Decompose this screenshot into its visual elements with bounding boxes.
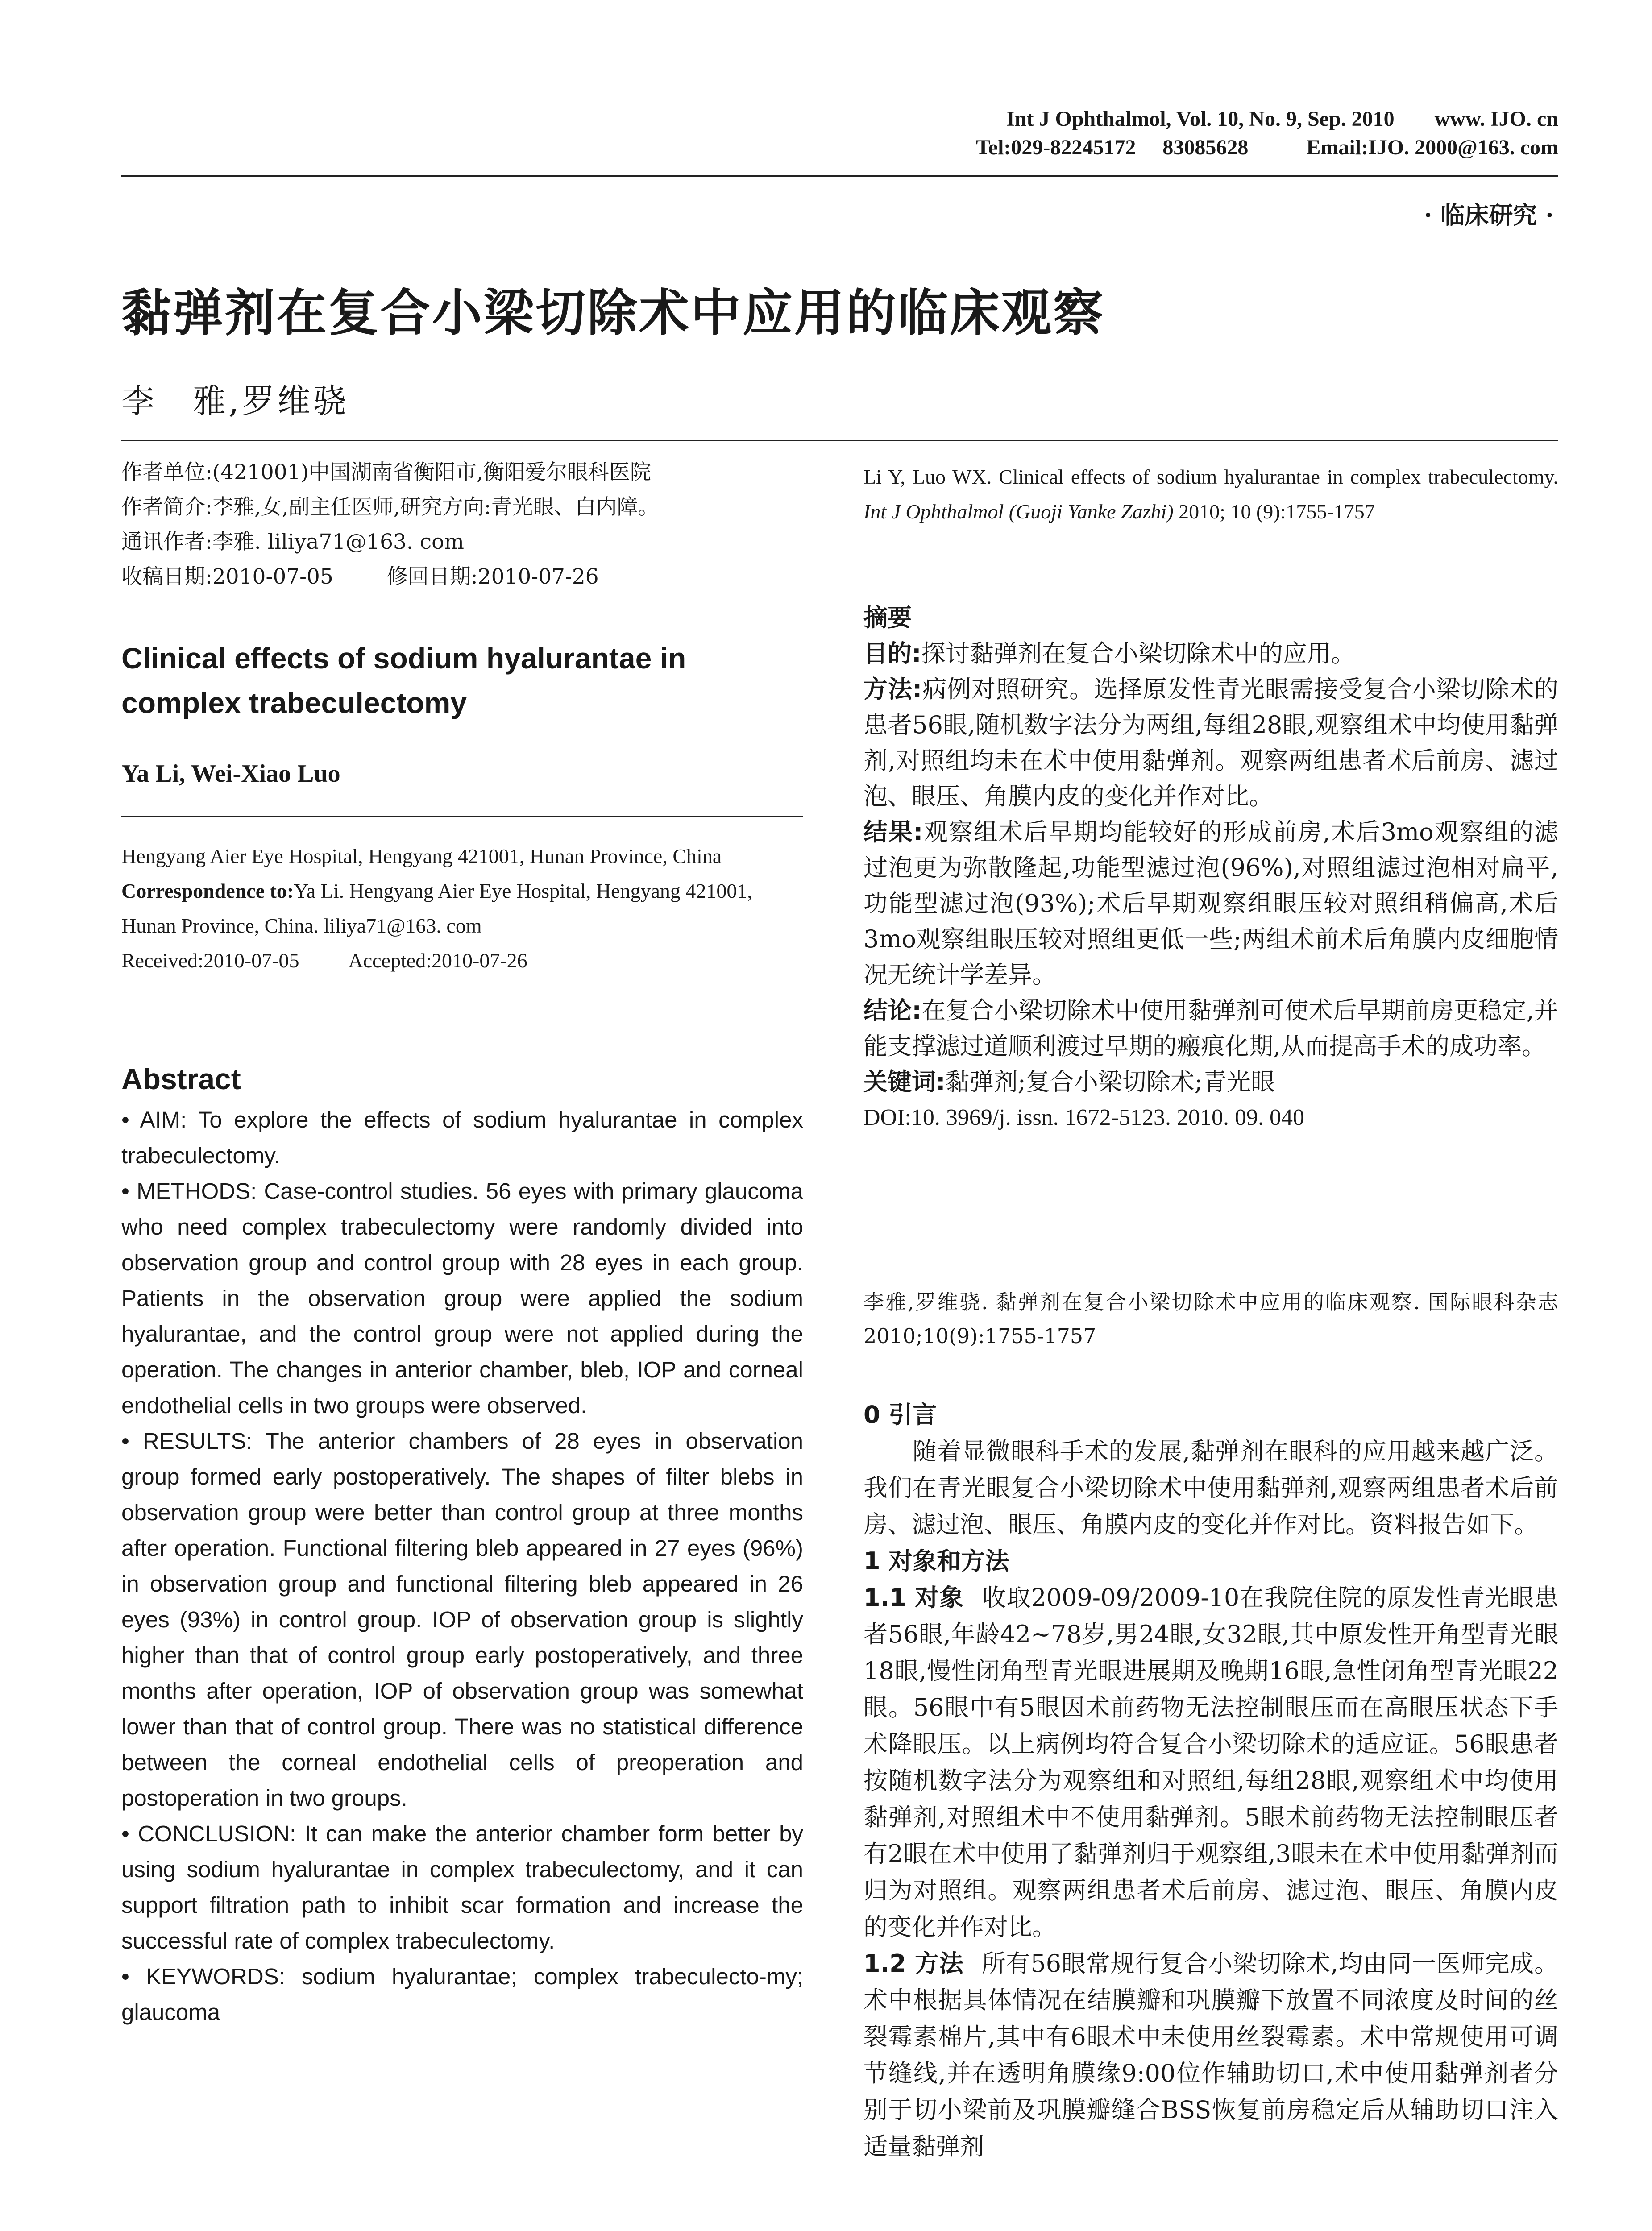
results-text-cn: 观察组术后早期均能较好的形成前房,术后3mo观察组的滤过泡更为弥散隆起,功能型滤过泡(96%),对照组滤过泡相对扁平,功能型滤过泡(93%);术后早期观察组眼压较对照组稍偏高,术后3mo观察组眼压较对照组更低一些;两组术前术后角膜内皮细胞情况无统计学差异。: [863, 818, 1558, 989]
header-rule: [121, 175, 1558, 177]
abstract-cn-conclusion: [863, 993, 1558, 1064]
section1-1-text: 收取2009-09/2009-10在我院住院的原发性青光眼患者56眼,年龄42~78岁,男24眼,女32眼,其中原发性开角型青光眼18眼,慢性闭角型青光眼进展期及晚期16眼,急性闭角型青光眼22眼。56眼中有5眼因术前药物无法控制眼压而在高眼压状态下手术降眼压。以上病例均符合复合小梁切除术的适应证。56眼患者按随机数字法分为观察组和对照组,每组28眼,观察组术中均使用黏弹剂,对照组术中不使用黏弹剂。5眼术前药物无法控制眼压者有2眼在术中使用了黏弹剂归于观察组,3眼未在术中使用黏弹剂而归为对照组。观察两组患者术后前房、滤过泡、眼压、角膜内皮的变化并作对比。: [863, 1584, 1559, 1941]
header-line1: [976, 105, 1558, 133]
conclusion-text-cn: 在复合小梁切除术中使用黏弹剂可使术后早期前房更稳定,并能支撑滤过道顺利渡过早期的瘢痕化期,从而提高手术的成功率。: [863, 996, 1558, 1060]
keywords-label-cn: 关键词:: [863, 1068, 946, 1096]
keywords-text-cn: 黏弹剂;复合小梁切除术;青光眼: [945, 1068, 1275, 1096]
dates-en: [121, 943, 803, 978]
received-date-cn: 收稿日期:2010-07-05: [121, 564, 333, 589]
abstract-cn-results: [863, 814, 1558, 993]
reference-en: [863, 460, 1558, 529]
intro-heading: 0 引言: [863, 1401, 937, 1429]
journal-fax: 83085628: [1162, 136, 1249, 159]
authors-en: Ya Li, Wei-Xiao Luo: [121, 760, 340, 788]
accepted-date-en: Accepted:2010-07-26: [348, 949, 527, 972]
author-bio-cn: 作者简介:李雅,女,副主任医师,研究方向:青光眼、白内障。: [121, 495, 659, 519]
author-rule: [121, 440, 1558, 441]
abstract-cn: [863, 600, 1558, 1136]
correspondence-text: Ya Li. Hengyang Aier Eye Hospital, Hengyang 421001, Hunan Province, China. liliya71@163. com: [121, 879, 752, 937]
correspondence-en: [121, 874, 803, 943]
abstract-body-en: [121, 1102, 803, 2030]
reference-journal: Int J Ophthalmol (Guoji Yanke Zazhi): [863, 500, 1174, 523]
methods-label-cn: 方法:: [863, 675, 922, 703]
section1-2-text: 所有56眼常规行复合小梁切除术,均由同一医师完成。术中根据具体情况在结膜瓣和巩膜瓣下放置不同浓度及时间的丝裂霉素棉片,其中有6眼术中未使用丝裂霉素。术中常规使用可调节缝线,并在透明角膜缘9:00位作辅助切口,术中使用黏弹剂者分别于切小梁前及巩膜瓣缝合BSS恢复前房稳定后从辅助切口注入适量黏弹剂: [863, 1949, 1558, 2161]
methods-text: Case-control studies. 56 eyes with primary glaucoma who need complex trabeculectomy were randomly divided into observation group and control group with 28 eyes in each group. Patients in the observation group were applied the sodium hyalurantae, and the control group were not applied during the operation. The changes in anterior chamber, bleb, IOP and corneal endothelial cells in two groups were observed.: [121, 1178, 803, 1418]
abstract-cn-methods: [863, 672, 1558, 814]
citation-cn: 李雅,罗维骁. 黏弹剂在复合小梁切除术中应用的临床观察. 国际眼科杂志 2010;10(9):1755-1757: [863, 1290, 1558, 1348]
affiliation-en: [121, 839, 803, 978]
section1-2-label: 1.2 方法: [863, 1949, 964, 1978]
correspondence-label: Correspondence to:: [121, 879, 294, 902]
running-header: [976, 105, 1558, 162]
dates-cn: [121, 560, 803, 594]
abstract-keywords: [121, 1959, 803, 2030]
conclusion-label: • CONCLUSION:: [121, 1821, 296, 1846]
doi: DOI:10. 3969/j. issn. 1672-5123. 2010. 09. 040: [863, 1105, 1304, 1130]
section1-1-label: 1.1 对象: [863, 1584, 964, 1612]
article-title-cn: 黏弹剂在复合小梁切除术中应用的临床观察: [121, 284, 1105, 342]
revised-date-cn: 修回日期:2010-07-26: [386, 564, 599, 589]
journal-website: www. IJO. cn: [1434, 107, 1558, 131]
received-date-en: Received:2010-07-05: [121, 949, 299, 972]
intro-paragraph: 随着显微眼科手术的发展,黏弹剂在眼科的应用越来越广泛。我们在青光眼复合小梁切除术中使用黏弹剂,观察两组患者术后前房、滤过泡、眼压、角膜内皮的变化并作对比。资料报告如下。: [863, 1437, 1558, 1538]
abstract-heading-en: Abstract: [121, 1062, 241, 1095]
abstract-results: [121, 1423, 803, 1816]
aim-label: • AIM:: [121, 1107, 187, 1132]
journal-citation: Int J Ophthalmol, Vol. 10, No. 9, Sep. 2010: [1006, 107, 1395, 131]
institution-en: Hengyang Aier Eye Hospital, Hengyang 421001, Hunan Province, China: [121, 845, 722, 867]
section1-2: [863, 1945, 1558, 2165]
affiliation-cn: 作者单位:(421001)中国湖南省衡阳市,衡阳爱尔眼科医院: [121, 460, 651, 485]
conclusion-label-cn: 结论:: [863, 996, 922, 1024]
abstract-cn-aim: [863, 636, 1558, 672]
abstract-heading-cn: 摘要: [863, 604, 912, 632]
authors-cn: 李 雅,罗维骁: [121, 382, 349, 420]
abstract-aim: [121, 1102, 803, 1174]
author-meta-cn: [121, 455, 803, 594]
results-text: The anterior chambers of 28 eyes in observation group formed early postoperatively. The shapes of filter blebs in observation group were better than control group at three months after operation. Functional filtering bleb appeared in 27 eyes (96%) in observation group and functional filtering bleb appeared in 26 eyes (93%) in control group. IOP of observation group is slightly higher than that of control group early postoperatively, and three months after operation, IOP of observation group was somewhat lower than that of control group. There was no statistical difference between the corneal endothelial cells of preoperation and postoperation in two groups.: [121, 1428, 804, 1811]
journal-tel: Tel:029-82245172: [976, 136, 1136, 159]
aim-text: To explore the effects of sodium hyalurantae in complex trabeculectomy.: [121, 1107, 803, 1168]
body-text-cn: [863, 1397, 1558, 2165]
methods-text-cn: 病例对照研究。选择原发性青光眼需接受复合小梁切除术的患者56眼,随机数字法分为两组,每组28眼,观察组术中均使用黏弹剂,对照组均未在术中使用黏弹剂。观察两组患者术后前房、滤过泡、眼压、角膜内皮的变化并作对比。: [863, 675, 1558, 810]
abstract-cn-keywords: [863, 1064, 1558, 1100]
conclusion-text: It can make the anterior chamber form better by using sodium hyalurantae in complex trabeculectomy, and it can support filtration path to inhibit scar formation and increase the successful rate of complex trabeculectomy.: [121, 1821, 803, 1953]
keywords-label: • KEYWORDS:: [121, 1964, 285, 1989]
section-tag: · 临床研究 ·: [1424, 201, 1554, 229]
reference-authors: Li Y, Luo WX. Clinical effects of sodium hyalurantae in complex trabeculectomy.: [863, 465, 1558, 488]
journal-email: Email:IJO. 2000@163. com: [1306, 136, 1558, 159]
results-label: • RESULTS:: [121, 1428, 253, 1454]
methods-label: • METHODS:: [121, 1178, 257, 1204]
results-label-cn: 结果:: [863, 818, 923, 846]
section1-1: [863, 1580, 1558, 1945]
reference-tail: 2010; 10 (9):1755-1757: [1179, 500, 1375, 523]
correspondence-cn: 通讯作者:李雅. liliya71@163. com: [121, 530, 464, 554]
header-line2: [976, 133, 1558, 162]
authors-en-rule: [121, 816, 803, 817]
abstract-conclusion: [121, 1816, 803, 1959]
aim-text-cn: 探讨黏弹剂在复合小梁切除术中的应用。: [921, 639, 1355, 668]
section1-heading: 1 对象和方法: [863, 1547, 1009, 1575]
keywords-text: sodium hyalurantae; complex trabeculecto-my; glaucoma: [121, 1964, 804, 2025]
article-title-en: Clinical effects of sodium hyalurantae in complex trabeculectomy: [121, 642, 686, 719]
abstract-methods: [121, 1174, 803, 1423]
aim-label-cn: 目的:: [863, 639, 921, 668]
